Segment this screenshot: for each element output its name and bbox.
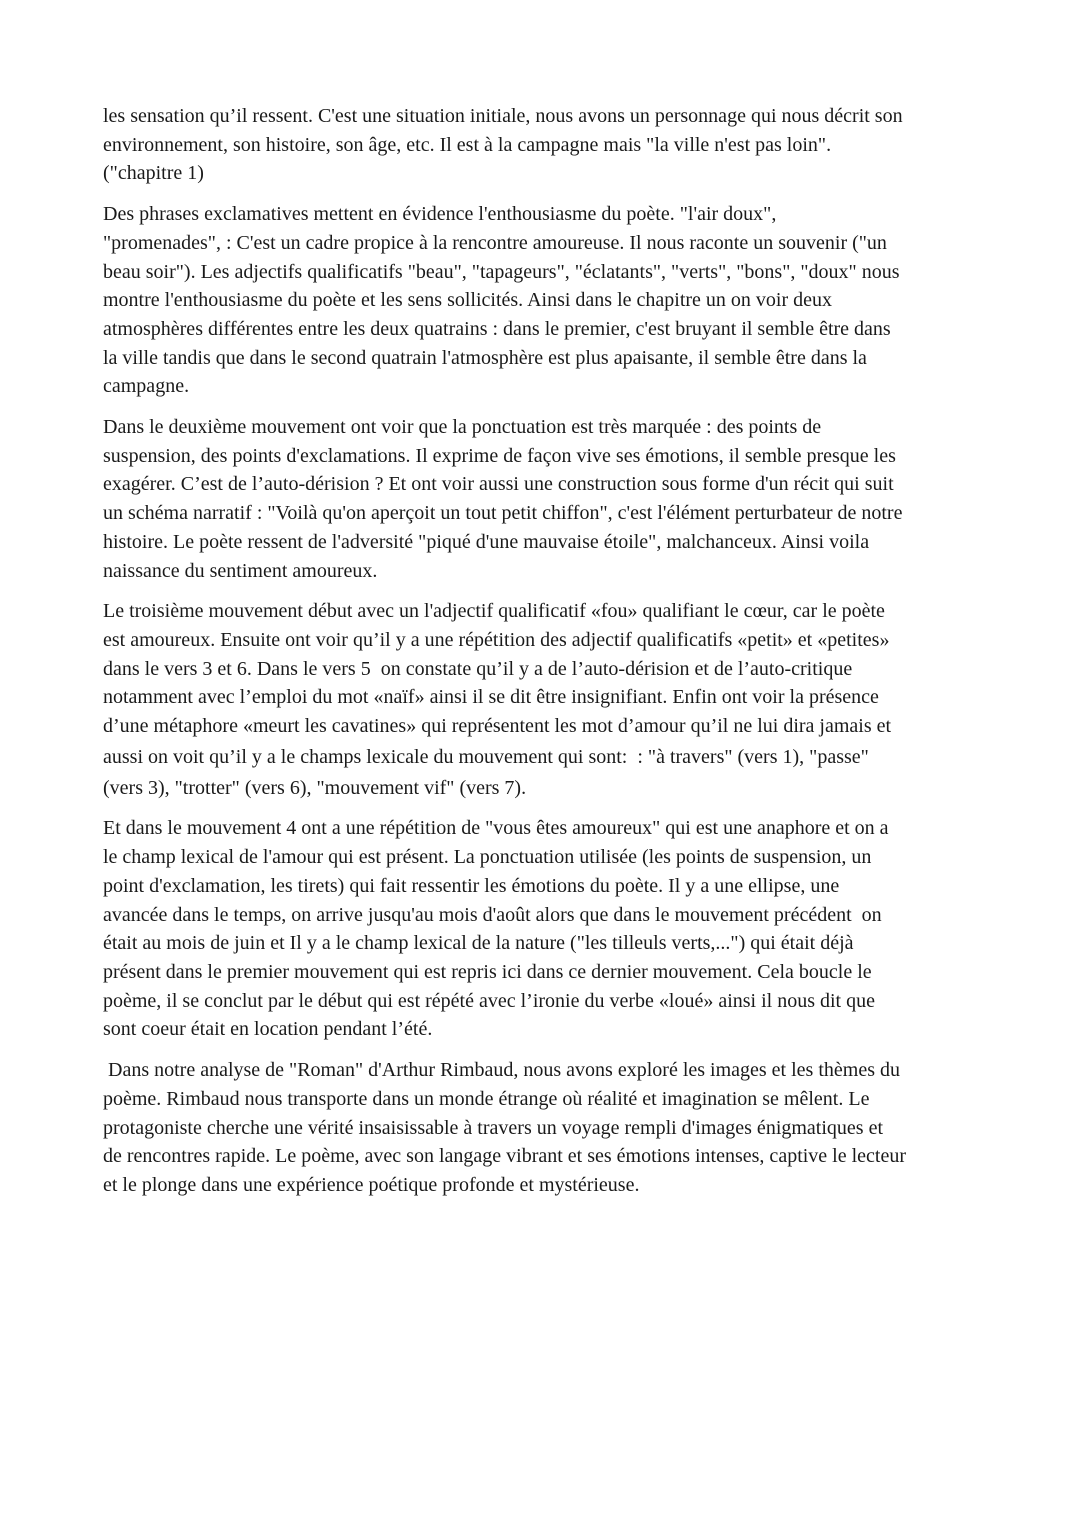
text-line: environnement, son histoire, son âge, etc. Il est à la campagne mais "la ville n'est pas loin".	[103, 133, 832, 156]
text-line: de rencontres rapide. Le poème, avec son langage vibrant et ses émotions intenses, captive le lecteur	[103, 1145, 907, 1168]
text-line: campagne.	[103, 375, 190, 398]
text-line: notamment avec l’emploi du mot «naïf» ainsi il se dit être insignifiant. Enfin ont voir la présence	[103, 686, 879, 709]
text-line: beau soir"). Les adjectifs qualificatifs "beau", "tapageurs", "éclatants", "verts", "bons", "doux" nous	[103, 260, 900, 283]
paragraph-deuxieme-mouvement	[103, 413, 1003, 585]
text-line: dans le vers 3 et 6. Dans le vers 5 on constate qu’il y a de l’auto-dérision et de l’auto-critique	[103, 657, 853, 680]
text-line: sont coeur était en location pendant l’été.	[103, 1018, 433, 1041]
text-line: était au mois de juin et Il y a le champ lexical de la nature ("les tilleuls verts,...") qui était déjà	[103, 932, 854, 955]
text-line: les sensation qu’il ressent. C'est une situation initiale, nous avons un personnage qui nous décrit son	[103, 105, 903, 127]
text-line: suspension, des points d'exclamations. Il exprime de façon vive ses émotions, il semble presque les	[103, 444, 896, 467]
text-line: histoire. Le poète ressent de l'adversité "piqué d'une mauvaise étoile", malchanceux. Ainsi voila	[103, 530, 870, 553]
text-line: un schéma narratif : "Voilà qu'on aperçoit un tout petit chiffon", c'est l'élément perturbateur de notre	[103, 502, 903, 525]
text-line: (vers 3), "trotter" (vers 6), "mouvement vif" (vers 7).	[103, 776, 527, 799]
text-line: la ville tandis que dans le second quatrain l'atmosphère est plus apaisante, il semble être dans la	[103, 346, 867, 369]
text-line: protagoniste cherche une vérité insaisissable à travers un voyage rempli d'images énigmatiques et	[103, 1116, 884, 1139]
text-line: aussi on voit qu’il y a le champs lexicale du mouvement qui sont: : "à travers" (vers 1), "passe"	[103, 745, 869, 768]
text-line: "promenades", : C'est un cadre propice à la rencontre amoureuse. Il nous raconte un souvenir ("un	[103, 231, 887, 254]
text-line: naissance du sentiment amoureux.	[103, 559, 378, 582]
text-line: le champ lexical de l'amour qui est présent. La ponctuation utilisée (les points de suspension, un	[103, 846, 872, 869]
text-line: montre l'enthousiasme du poète et les sens sollicités. Ainsi dans le chapitre un on voir deux	[103, 289, 833, 312]
text-line: Des phrases exclamatives mettent en évidence l'enthousiasme du poète. "l'air doux",	[103, 203, 777, 226]
paragraph-quatrieme-mouvement	[103, 814, 1003, 1044]
text-line: exagérer. C’est de l’auto-dérision ? Et ont voir aussi une construction sous forme d'un récit qui suit	[103, 473, 894, 496]
text-line: ("chapitre 1)	[103, 162, 204, 185]
paragraph-troisieme-mouvement	[103, 597, 1003, 802]
paragraph-situation-initiale	[103, 102, 1003, 188]
text-line: avancée dans le temps, on arrive jusqu'au mois d'août alors que dans le mouvement précédent on	[103, 903, 882, 926]
paragraph-conclusion	[103, 1056, 1003, 1200]
text-line: et le plonge dans une expérience poétique profonde et mystérieuse.	[103, 1173, 640, 1196]
document-page	[103, 102, 1003, 1212]
text-line: point d'exclamation, les tirets) qui fait ressentir les émotions du poète. Il y a une ellipse, une	[103, 874, 840, 897]
text-line: Le troisième mouvement début avec un l'adjectif qualificatif «fou» qualifiant le cœur, car le poète	[103, 600, 885, 623]
text-line: poème. Rimbaud nous transporte dans un monde étrange où réalité et imagination se mêlent. Le	[103, 1087, 870, 1110]
text-line: d’une métaphore «meurt les cavatines» qui représentent les mot d’amour qu’il ne lui dira jamais et	[103, 715, 892, 738]
text-line: présent dans le premier mouvement qui est repris ici dans ce dernier mouvement. Cela boucle le	[103, 960, 872, 983]
text-line: poème, il se conclut par le début qui est répété avec l’ironie du verbe «loué» ainsi il nous dit que	[103, 989, 875, 1012]
text-line: atmosphères différentes entre les deux quatrains : dans le premier, c'est bruyant il semble être dans	[103, 317, 891, 340]
paragraph-premier-mouvement	[103, 200, 1003, 401]
text-line: est amoureux. Ensuite ont voir qu’il y a une répétition des adjectif qualificatifs «petit» et «petites»	[103, 628, 890, 651]
text-line: Dans notre analyse de "Roman" d'Arthur Rimbaud, nous avons exploré les images et les thèmes du	[103, 1059, 900, 1082]
text-line: Dans le deuxième mouvement ont voir que la ponctuation est très marquée : des points de	[103, 416, 822, 439]
text-line: Et dans le mouvement 4 ont a une répétition de "vous êtes amoureux" qui est une anaphore et on a	[103, 817, 889, 840]
